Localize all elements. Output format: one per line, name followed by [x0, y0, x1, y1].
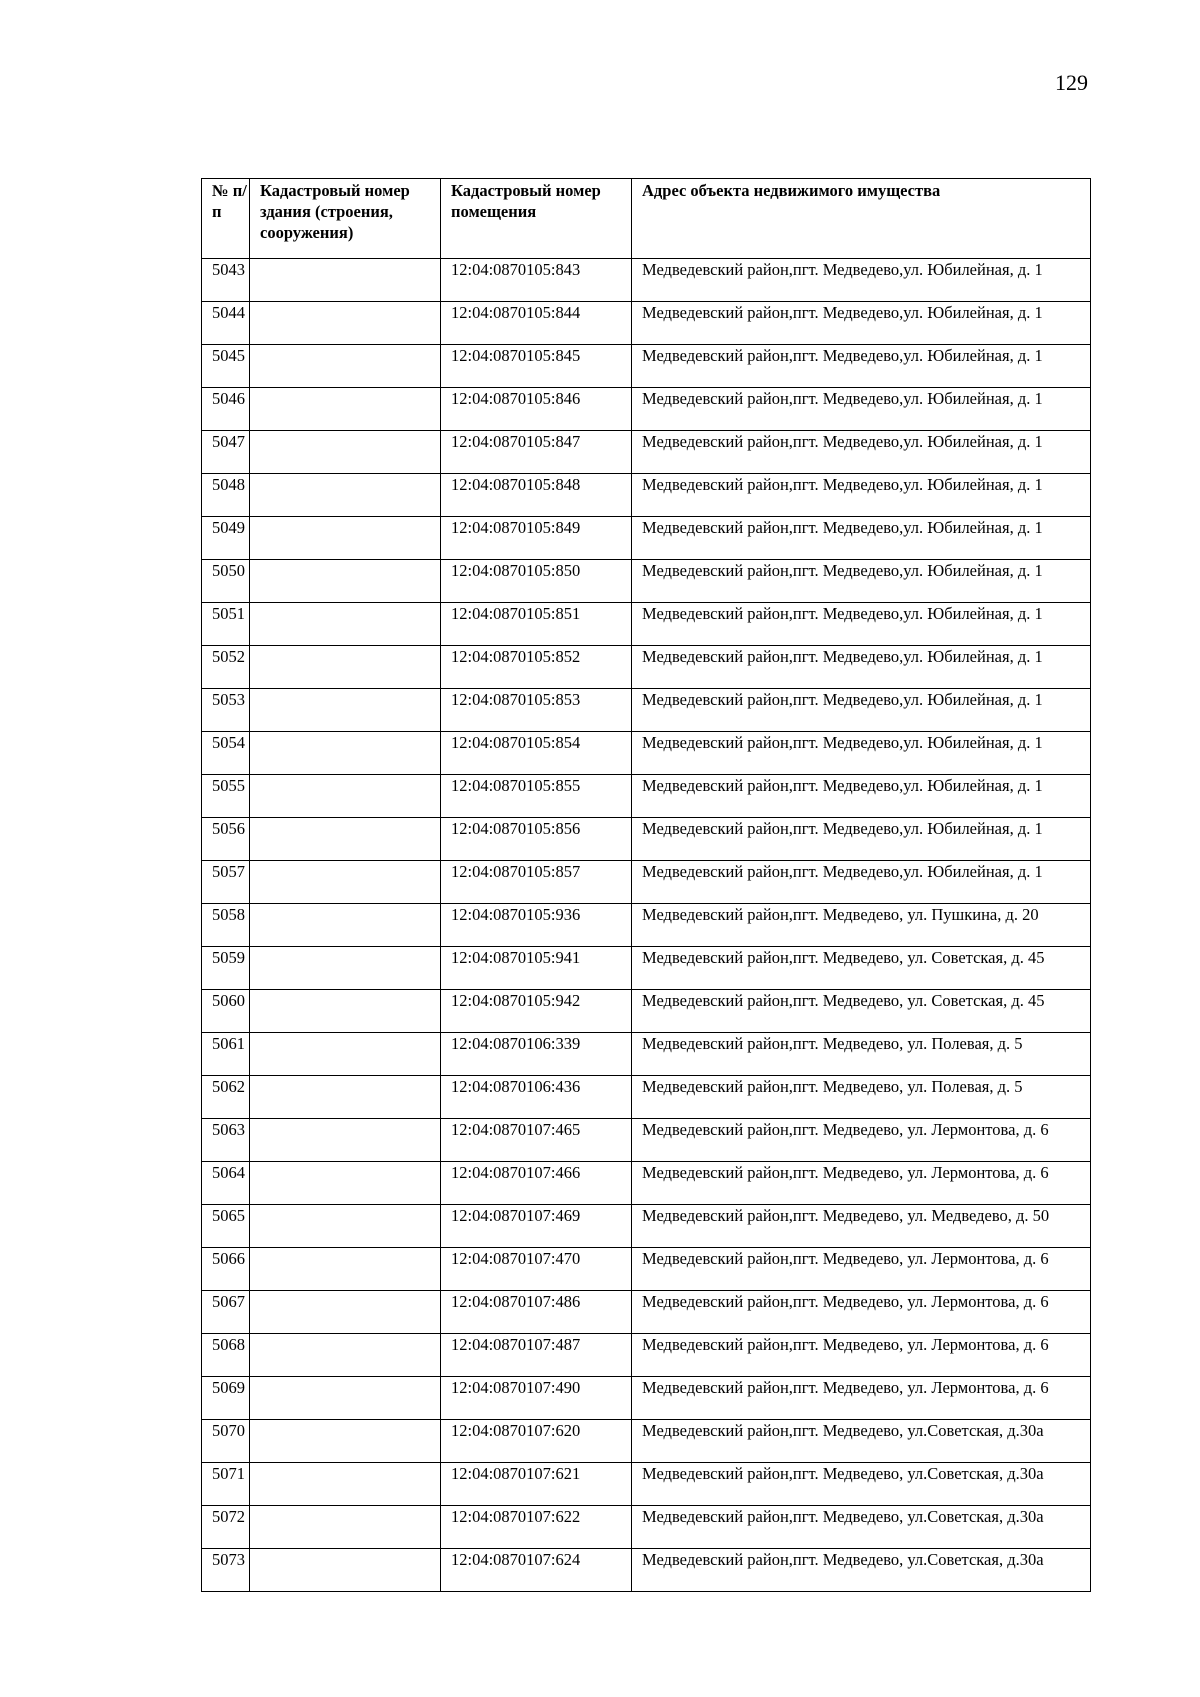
- cell-num: 5051: [202, 603, 250, 646]
- cell-num: 5068: [202, 1334, 250, 1377]
- cell-premise-cadastral: 12:04:0870105:853: [441, 689, 632, 732]
- cell-num: 5061: [202, 1033, 250, 1076]
- cell-address: Медведевский район,пгт. Медведево, ул. Лермонтова, д. 6: [632, 1377, 1091, 1420]
- table-row: [202, 1377, 1091, 1420]
- cell-address: Медведевский район,пгт. Медведево, ул. Полевая, д. 5: [632, 1076, 1091, 1119]
- cell-num: 5073: [202, 1549, 250, 1592]
- header-address: Адрес объекта недвижимого имущества: [632, 179, 1091, 259]
- cell-num: 5057: [202, 861, 250, 904]
- header-num: № п/п: [202, 179, 250, 259]
- table-row: [202, 603, 1091, 646]
- cell-building-cadastral: [250, 1162, 441, 1205]
- table-row: [202, 1248, 1091, 1291]
- cell-premise-cadastral: 12:04:0870105:854: [441, 732, 632, 775]
- table-row: [202, 990, 1091, 1033]
- cell-building-cadastral: [250, 775, 441, 818]
- cell-building-cadastral: [250, 345, 441, 388]
- cell-building-cadastral: [250, 1205, 441, 1248]
- cell-building-cadastral: [250, 904, 441, 947]
- page-number: 129: [1055, 70, 1088, 95]
- cell-num: 5070: [202, 1420, 250, 1463]
- cell-building-cadastral: [250, 1420, 441, 1463]
- cell-building-cadastral: [250, 1506, 441, 1549]
- cell-premise-cadastral: 12:04:0870107:465: [441, 1119, 632, 1162]
- cell-address: Медведевский район,пгт. Медведево, ул.Советская, д.30а: [632, 1549, 1091, 1592]
- cell-num: 5050: [202, 560, 250, 603]
- cell-building-cadastral: [250, 947, 441, 990]
- cell-num: 5055: [202, 775, 250, 818]
- cell-num: 5059: [202, 947, 250, 990]
- cell-address: Медведевский район,пгт. Медведево, ул. Советская, д. 45: [632, 947, 1091, 990]
- cell-num: 5060: [202, 990, 250, 1033]
- cell-address: Медведевский район,пгт. Медведево,ул. Юбилейная, д. 1: [632, 302, 1091, 345]
- cell-premise-cadastral: 12:04:0870105:849: [441, 517, 632, 560]
- table-row: [202, 689, 1091, 732]
- cell-address: Медведевский район,пгт. Медведево,ул. Юбилейная, д. 1: [632, 474, 1091, 517]
- cell-building-cadastral: [250, 603, 441, 646]
- table-row: [202, 1291, 1091, 1334]
- cell-num: 5049: [202, 517, 250, 560]
- cell-num: 5045: [202, 345, 250, 388]
- table-row: [202, 302, 1091, 345]
- cell-address: Медведевский район,пгт. Медведево, ул. Лермонтова, д. 6: [632, 1334, 1091, 1377]
- cell-premise-cadastral: 12:04:0870105:845: [441, 345, 632, 388]
- cell-num: 5064: [202, 1162, 250, 1205]
- table-row: [202, 947, 1091, 990]
- cell-num: 5072: [202, 1506, 250, 1549]
- cell-premise-cadastral: 12:04:0870105:856: [441, 818, 632, 861]
- cell-building-cadastral: [250, 560, 441, 603]
- cell-building-cadastral: [250, 732, 441, 775]
- cell-num: 5067: [202, 1291, 250, 1334]
- cell-building-cadastral: [250, 1463, 441, 1506]
- table-row: [202, 431, 1091, 474]
- cell-address: Медведевский район,пгт. Медведево,ул. Юбилейная, д. 1: [632, 775, 1091, 818]
- cell-num: 5047: [202, 431, 250, 474]
- cell-num: 5056: [202, 818, 250, 861]
- table-row: [202, 388, 1091, 431]
- cell-building-cadastral: [250, 818, 441, 861]
- table-row: [202, 1162, 1091, 1205]
- table-row: [202, 517, 1091, 560]
- cell-address: Медведевский район,пгт. Медведево, ул. Полевая, д. 5: [632, 1033, 1091, 1076]
- cell-building-cadastral: [250, 517, 441, 560]
- cell-building-cadastral: [250, 1076, 441, 1119]
- cell-num: 5063: [202, 1119, 250, 1162]
- table-row: [202, 1506, 1091, 1549]
- cell-building-cadastral: [250, 689, 441, 732]
- cell-premise-cadastral: 12:04:0870107:490: [441, 1377, 632, 1420]
- cell-building-cadastral: [250, 259, 441, 302]
- cell-address: Медведевский район,пгт. Медведево, ул. Пушкина, д. 20: [632, 904, 1091, 947]
- cell-address: Медведевский район,пгт. Медведево, ул. Лермонтова, д. 6: [632, 1291, 1091, 1334]
- cell-building-cadastral: [250, 990, 441, 1033]
- cell-address: Медведевский район,пгт. Медведево, ул. Лермонтова, д. 6: [632, 1119, 1091, 1162]
- table-row: [202, 904, 1091, 947]
- table-header-row: [202, 179, 1091, 259]
- table-row: [202, 1033, 1091, 1076]
- header-building-cadastral: Кадастровый номер здания (строения, сооружения): [250, 179, 441, 259]
- table-row: [202, 732, 1091, 775]
- cell-premise-cadastral: 12:04:0870107:470: [441, 1248, 632, 1291]
- cell-premise-cadastral: 12:04:0870105:846: [441, 388, 632, 431]
- cell-num: 5044: [202, 302, 250, 345]
- table-row: [202, 1334, 1091, 1377]
- table-row: [202, 775, 1091, 818]
- cell-address: Медведевский район,пгт. Медведево, ул. Лермонтова, д. 6: [632, 1162, 1091, 1205]
- cell-premise-cadastral: 12:04:0870105:941: [441, 947, 632, 990]
- cell-premise-cadastral: 12:04:0870107:622: [441, 1506, 632, 1549]
- cell-num: 5069: [202, 1377, 250, 1420]
- table-row: [202, 1076, 1091, 1119]
- cell-address: Медведевский район,пгт. Медведево,ул. Юбилейная, д. 1: [632, 732, 1091, 775]
- cell-premise-cadastral: 12:04:0870107:487: [441, 1334, 632, 1377]
- cell-premise-cadastral: 12:04:0870106:436: [441, 1076, 632, 1119]
- cell-building-cadastral: [250, 1248, 441, 1291]
- cell-premise-cadastral: 12:04:0870107:486: [441, 1291, 632, 1334]
- cell-building-cadastral: [250, 431, 441, 474]
- cell-address: Медведевский район,пгт. Медведево,ул. Юбилейная, д. 1: [632, 259, 1091, 302]
- cell-premise-cadastral: 12:04:0870105:936: [441, 904, 632, 947]
- table-row: [202, 259, 1091, 302]
- table-row: [202, 474, 1091, 517]
- cell-address: Медведевский район,пгт. Медведево,ул. Юбилейная, д. 1: [632, 560, 1091, 603]
- cell-premise-cadastral: 12:04:0870107:466: [441, 1162, 632, 1205]
- table-row: [202, 1205, 1091, 1248]
- cell-building-cadastral: [250, 1119, 441, 1162]
- cell-premise-cadastral: 12:04:0870105:843: [441, 259, 632, 302]
- cell-premise-cadastral: 12:04:0870105:852: [441, 646, 632, 689]
- cell-premise-cadastral: 12:04:0870105:847: [441, 431, 632, 474]
- cell-premise-cadastral: 12:04:0870105:851: [441, 603, 632, 646]
- cell-num: 5058: [202, 904, 250, 947]
- cell-building-cadastral: [250, 1377, 441, 1420]
- cell-building-cadastral: [250, 388, 441, 431]
- cell-address: Медведевский район,пгт. Медведево,ул. Юбилейная, д. 1: [632, 517, 1091, 560]
- table-row: [202, 560, 1091, 603]
- cell-building-cadastral: [250, 1549, 441, 1592]
- table-row: [202, 345, 1091, 388]
- cell-building-cadastral: [250, 474, 441, 517]
- cell-address: Медведевский район,пгт. Медведево,ул. Юбилейная, д. 1: [632, 431, 1091, 474]
- cell-building-cadastral: [250, 1334, 441, 1377]
- cell-num: 5054: [202, 732, 250, 775]
- cell-address: Медведевский район,пгт. Медведево, ул.Советская, д.30а: [632, 1463, 1091, 1506]
- table-row: [202, 1463, 1091, 1506]
- cell-num: 5043: [202, 259, 250, 302]
- cell-premise-cadastral: 12:04:0870105:855: [441, 775, 632, 818]
- cell-address: Медведевский район,пгт. Медведево, ул.Советская, д.30а: [632, 1420, 1091, 1463]
- table-row: [202, 646, 1091, 689]
- cell-premise-cadastral: 12:04:0870105:942: [441, 990, 632, 1033]
- cell-building-cadastral: [250, 646, 441, 689]
- header-premise-cadastral: Кадастровый номер помещения: [441, 179, 632, 259]
- cell-num: 5065: [202, 1205, 250, 1248]
- cell-num: 5053: [202, 689, 250, 732]
- table-row: [202, 1119, 1091, 1162]
- cell-num: 5046: [202, 388, 250, 431]
- cell-building-cadastral: [250, 861, 441, 904]
- cell-num: 5048: [202, 474, 250, 517]
- cell-premise-cadastral: 12:04:0870107:624: [441, 1549, 632, 1592]
- cell-premise-cadastral: 12:04:0870107:620: [441, 1420, 632, 1463]
- cell-premise-cadastral: 12:04:0870105:848: [441, 474, 632, 517]
- cell-building-cadastral: [250, 1033, 441, 1076]
- table-row: [202, 818, 1091, 861]
- cell-address: Медведевский район,пгт. Медведево,ул. Юбилейная, д. 1: [632, 861, 1091, 904]
- cell-address: Медведевский район,пгт. Медведево,ул. Юбилейная, д. 1: [632, 818, 1091, 861]
- cell-address: Медведевский район,пгт. Медведево, ул. Медведево, д. 50: [632, 1205, 1091, 1248]
- cell-num: 5071: [202, 1463, 250, 1506]
- property-registry-table: [201, 178, 1091, 1592]
- cell-premise-cadastral: 12:04:0870105:844: [441, 302, 632, 345]
- cell-premise-cadastral: 12:04:0870107:621: [441, 1463, 632, 1506]
- table-row: [202, 1420, 1091, 1463]
- cell-address: Медведевский район,пгт. Медведево,ул. Юбилейная, д. 1: [632, 603, 1091, 646]
- cell-building-cadastral: [250, 1291, 441, 1334]
- table-row: [202, 1549, 1091, 1592]
- cell-building-cadastral: [250, 302, 441, 345]
- cell-num: 5052: [202, 646, 250, 689]
- cell-address: Медведевский район,пгт. Медведево, ул. Лермонтова, д. 6: [632, 1248, 1091, 1291]
- cell-premise-cadastral: 12:04:0870105:857: [441, 861, 632, 904]
- cell-num: 5066: [202, 1248, 250, 1291]
- cell-premise-cadastral: 12:04:0870105:850: [441, 560, 632, 603]
- cell-address: Медведевский район,пгт. Медведево, ул. Советская, д. 45: [632, 990, 1091, 1033]
- cell-address: Медведевский район,пгт. Медведево,ул. Юбилейная, д. 1: [632, 388, 1091, 431]
- cell-address: Медведевский район,пгт. Медведево,ул. Юбилейная, д. 1: [632, 689, 1091, 732]
- cell-address: Медведевский район,пгт. Медведево, ул.Советская, д.30а: [632, 1506, 1091, 1549]
- cell-premise-cadastral: 12:04:0870106:339: [441, 1033, 632, 1076]
- cell-premise-cadastral: 12:04:0870107:469: [441, 1205, 632, 1248]
- cell-num: 5062: [202, 1076, 250, 1119]
- cell-address: Медведевский район,пгт. Медведево,ул. Юбилейная, д. 1: [632, 646, 1091, 689]
- cell-address: Медведевский район,пгт. Медведево,ул. Юбилейная, д. 1: [632, 345, 1091, 388]
- table-row: [202, 861, 1091, 904]
